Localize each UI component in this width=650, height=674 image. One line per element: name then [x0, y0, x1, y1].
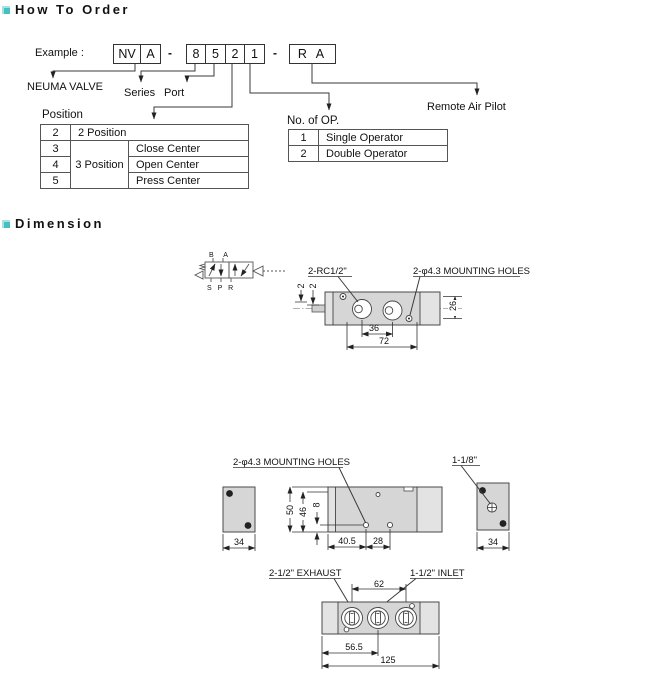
mounting-hole	[245, 522, 252, 529]
bottom-view-drawing	[269, 568, 465, 669]
dim-2b: 2	[308, 283, 318, 289]
port-exhaust-2	[396, 608, 417, 629]
position-table-title: Position	[42, 109, 83, 121]
dim-46: 46	[298, 506, 308, 518]
code-group-series	[113, 44, 161, 64]
front-view-drawing	[223, 455, 509, 551]
how-to-order-title: How To Order	[15, 2, 130, 17]
dim-26: 26	[448, 300, 458, 312]
callout-neuma-valve: NEUMA VALVE	[27, 81, 104, 93]
code-separator: -	[273, 46, 277, 60]
dim-2a: 2	[296, 283, 306, 289]
dimension-title: Dimension	[15, 216, 104, 231]
dim-72: 72	[378, 336, 390, 346]
section-bullet-icon	[2, 220, 10, 228]
code-group-model	[186, 44, 265, 64]
position-label: Press Center	[129, 173, 249, 189]
code-separator: -	[168, 46, 172, 60]
position-code: 3	[41, 141, 71, 157]
example-label: Example :	[35, 47, 84, 59]
pilot-triangle-left	[195, 271, 203, 279]
code-cell: 2	[226, 45, 245, 63]
op-code: 1	[289, 130, 319, 146]
callout-series: Series	[124, 87, 156, 99]
position-table	[40, 124, 249, 189]
dim-50: 50	[285, 504, 295, 516]
symbol-top-ports: B A	[209, 252, 232, 259]
pilot-triangle-right	[253, 266, 263, 276]
op-table	[288, 129, 448, 162]
dim-34-left: 34	[233, 537, 245, 547]
op-label: Double Operator	[319, 146, 448, 162]
port-size-label: 2-RC1/2"	[308, 266, 347, 277]
table-row	[289, 130, 448, 146]
dim-36: 36	[368, 323, 380, 333]
dim-40-5: 40.5	[338, 536, 356, 546]
callout-remote-air-pilot: Remote Air Pilot	[427, 101, 506, 113]
mounting-hole	[363, 522, 368, 527]
dim-56-5: 56.5	[345, 642, 363, 652]
table-row	[41, 125, 249, 141]
table-row	[41, 141, 249, 157]
position-code: 4	[41, 157, 71, 173]
code-cell: NV	[114, 45, 141, 63]
mounting-hole	[500, 520, 507, 527]
mounting-hole	[226, 490, 233, 497]
code-group-pilot	[289, 44, 336, 64]
mounting-holes-label: 2-φ4.3 MOUNTING HOLES	[413, 266, 531, 277]
section-bullet-icon	[2, 6, 10, 14]
exhaust-label: 2-1/2" EXHAUST	[269, 568, 342, 579]
op-label: Single Operator	[319, 130, 448, 146]
dim-62: 62	[373, 579, 385, 589]
port-inlet	[368, 608, 389, 629]
mounting-holes-label: 2-φ4.3 MOUNTING HOLES	[233, 457, 351, 468]
mounting-hole	[387, 522, 392, 527]
code-cell: 1	[251, 47, 258, 61]
small-hole	[344, 627, 349, 632]
small-hole	[376, 493, 380, 497]
code-cell: A	[146, 47, 155, 61]
code-cell: R A	[297, 47, 328, 61]
dim-28: 28	[372, 536, 384, 546]
position-label: 2 Position	[71, 125, 249, 141]
position-label: Open Center	[129, 157, 249, 173]
valve-symbol	[195, 252, 286, 292]
op-code: 2	[289, 146, 319, 162]
symbol-bottom-ports: S P R	[207, 285, 236, 292]
position-code: 5	[41, 173, 71, 189]
top-view-drawing	[293, 266, 530, 350]
code-cell: 5	[206, 45, 226, 63]
dim-34-right: 34	[487, 537, 499, 547]
op-table-title: No. of OP.	[287, 115, 340, 127]
dim-8: 8	[311, 502, 322, 508]
how-to-order-header	[2, 2, 130, 17]
table-row	[289, 146, 448, 162]
position-group: 3 Position	[71, 141, 129, 189]
dim-125: 125	[380, 655, 396, 665]
small-hole	[410, 604, 415, 609]
port-exhaust-1	[342, 608, 363, 629]
order-connector-lines	[53, 62, 477, 119]
position-label: Close Center	[129, 141, 249, 157]
inlet-label: 1-1/2" INLET	[410, 568, 465, 579]
code-cell: 8	[187, 45, 206, 63]
valve-stem	[312, 305, 325, 312]
pilot-size-label: 1-1/8"	[452, 455, 478, 466]
dimension-header	[2, 216, 104, 231]
callout-port: Port	[164, 87, 185, 99]
position-code: 2	[41, 125, 71, 141]
